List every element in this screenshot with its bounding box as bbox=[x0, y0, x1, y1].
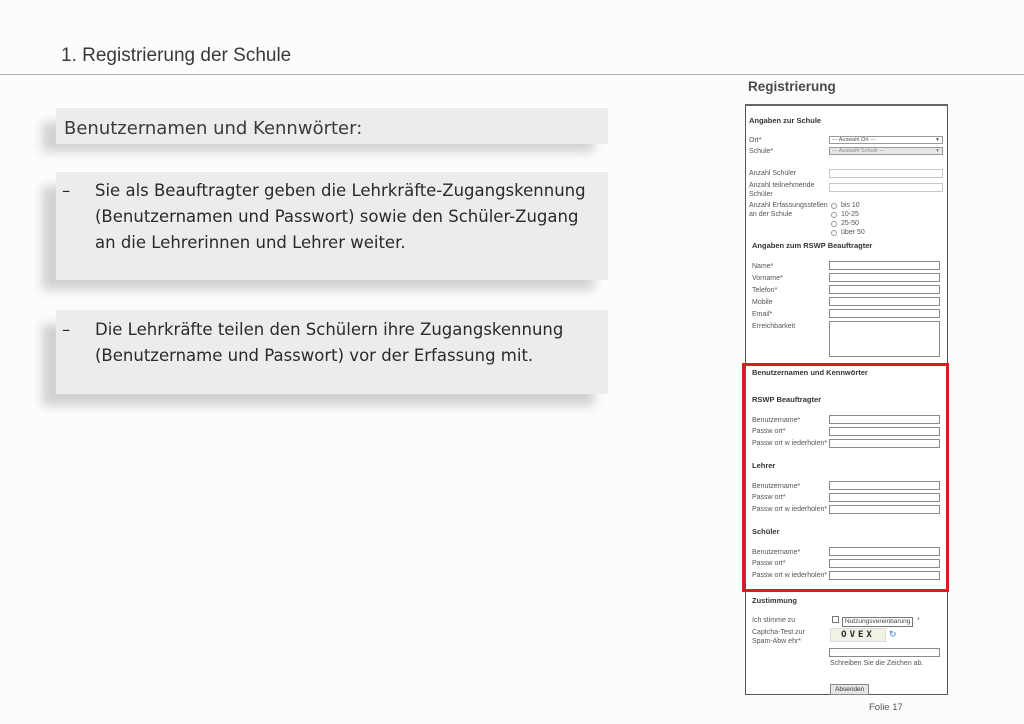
ort-select-value: --- Auswahl Ort --- bbox=[832, 137, 876, 143]
anzahl-teilnehmend-input[interactable] bbox=[829, 183, 943, 192]
passwort-label: Passw ort* bbox=[752, 428, 786, 435]
anzahl-schueler-label: Anzahl Schüler bbox=[749, 170, 797, 177]
radio-label: bis 10 bbox=[841, 202, 860, 209]
passwort-label: Passw ort* bbox=[752, 560, 786, 567]
name-input[interactable] bbox=[829, 261, 940, 270]
radio-label: 25-50 bbox=[841, 220, 859, 227]
radio-25-50[interactable] bbox=[831, 221, 837, 227]
slide-number: Folie 17 bbox=[869, 702, 903, 713]
passwort-label: Passw ort* bbox=[752, 494, 786, 501]
bullet-box-1 bbox=[56, 172, 608, 280]
credentials-section-title: Benutzernamen und Kennwörter bbox=[752, 368, 868, 377]
bullet-1-text: Sie als Beauftragter geben die Lehrkräfte-Zugangskennung (Benutzernamen und Passwort) sowie den Schüler-Zugang an die Lehrerinnen und Lehrer weiter. bbox=[95, 181, 586, 252]
telefon-input[interactable] bbox=[829, 285, 940, 294]
captcha-input[interactable] bbox=[829, 648, 940, 657]
erreichbarkeit-textarea[interactable] bbox=[829, 321, 940, 357]
benutzername-label: Benutzername* bbox=[752, 549, 801, 556]
captcha-label: Captcha-Test zur bbox=[752, 629, 805, 636]
schule-label: Schule* bbox=[749, 148, 774, 155]
passwort-wdh-label: Passw ort w iederholen* bbox=[752, 572, 828, 579]
bullet-mark: – bbox=[62, 181, 71, 200]
credentials-header-box bbox=[56, 108, 608, 144]
vorname-input[interactable] bbox=[829, 273, 940, 282]
email-label: Email* bbox=[752, 311, 773, 318]
benutzername-label: Benutzername* bbox=[752, 417, 801, 424]
name-label: Name* bbox=[752, 263, 774, 270]
radio-bis-10[interactable] bbox=[831, 203, 837, 209]
rswp-section-title: Angaben zum RSWP Beauftragter bbox=[752, 241, 873, 250]
anzahl-schueler-input[interactable] bbox=[829, 169, 943, 178]
title-divider bbox=[0, 74, 1024, 75]
highlight-frame bbox=[742, 363, 949, 592]
nutzungsvereinbarung-link[interactable]: Nutzungsvereinbarung bbox=[842, 617, 913, 627]
passwort-wdh-label: Passw ort w iederholen* bbox=[752, 440, 828, 447]
radio-label: über 50 bbox=[841, 229, 865, 236]
school-section-title: Angaben zur Schule bbox=[749, 116, 822, 125]
zustimmung-section-title: Zustimmung bbox=[752, 596, 797, 605]
submit-button[interactable]: Absenden bbox=[830, 684, 869, 695]
credentials-header-text: Benutzernamen und Kennwörter: bbox=[64, 118, 363, 139]
slide-title: 1. Registrierung der Schule bbox=[61, 45, 292, 66]
lehrer-subheading: Lehrer bbox=[752, 461, 776, 470]
anzahl-teilnehmend-label: Anzahl teilnehmende bbox=[749, 182, 815, 189]
benutzername-label: Benutzername* bbox=[752, 483, 801, 490]
email-input[interactable] bbox=[829, 309, 940, 318]
mobile-input[interactable] bbox=[829, 297, 940, 306]
bullet-2-text: Die Lehrkräfte teilen den Schülern ihre Zugangskennung (Benutzername und Passwort) vor der Erfassung mit. bbox=[95, 320, 564, 365]
erfassungsstellen-label: Anzahl Erfassungsstellen bbox=[749, 202, 828, 209]
chevron-down-icon: ▼ bbox=[935, 148, 940, 154]
anzahl-teilnehmend-label-2: Schüler bbox=[749, 191, 773, 198]
radio-ueber-50[interactable] bbox=[831, 230, 837, 236]
schueler-subheading: Schüler bbox=[752, 527, 780, 536]
captcha-label-2: Spam-Abw ehr* bbox=[752, 638, 802, 645]
agree-label: Ich stimme zu bbox=[752, 617, 796, 624]
schule-select[interactable] bbox=[829, 147, 943, 155]
captcha-image: OVEX bbox=[830, 628, 886, 642]
passwort-wdh-label: Passw ort w iederholen* bbox=[752, 506, 828, 513]
vorname-label: Vorname* bbox=[752, 275, 783, 282]
mobile-label: Mobile bbox=[752, 299, 773, 306]
bullet-box-2 bbox=[56, 310, 608, 394]
agree-checkbox[interactable] bbox=[832, 616, 839, 623]
radio-label: 10-25 bbox=[841, 211, 859, 218]
ort-label: Ort* bbox=[749, 137, 762, 144]
schule-select-value: --- Auswahl Schule --- bbox=[832, 148, 885, 154]
form-heading: Registrierung bbox=[748, 79, 836, 94]
bullet-mark: – bbox=[62, 320, 71, 339]
rswp-subheading: RSWP Beauftragter bbox=[752, 395, 822, 404]
erreichbarkeit-label: Erreichbarkeit bbox=[752, 323, 796, 330]
captcha-hint: Schreiben Sie die Zeichen ab. bbox=[830, 660, 924, 667]
erfassungsstellen-label-2: an der Schule bbox=[749, 211, 793, 218]
agree-required-star: * bbox=[917, 617, 920, 624]
refresh-icon[interactable]: ↻ bbox=[889, 629, 897, 639]
ort-select[interactable] bbox=[829, 136, 943, 144]
telefon-label: Telefon* bbox=[752, 287, 778, 294]
radio-10-25[interactable] bbox=[831, 212, 837, 218]
chevron-down-icon: ▼ bbox=[935, 137, 940, 143]
